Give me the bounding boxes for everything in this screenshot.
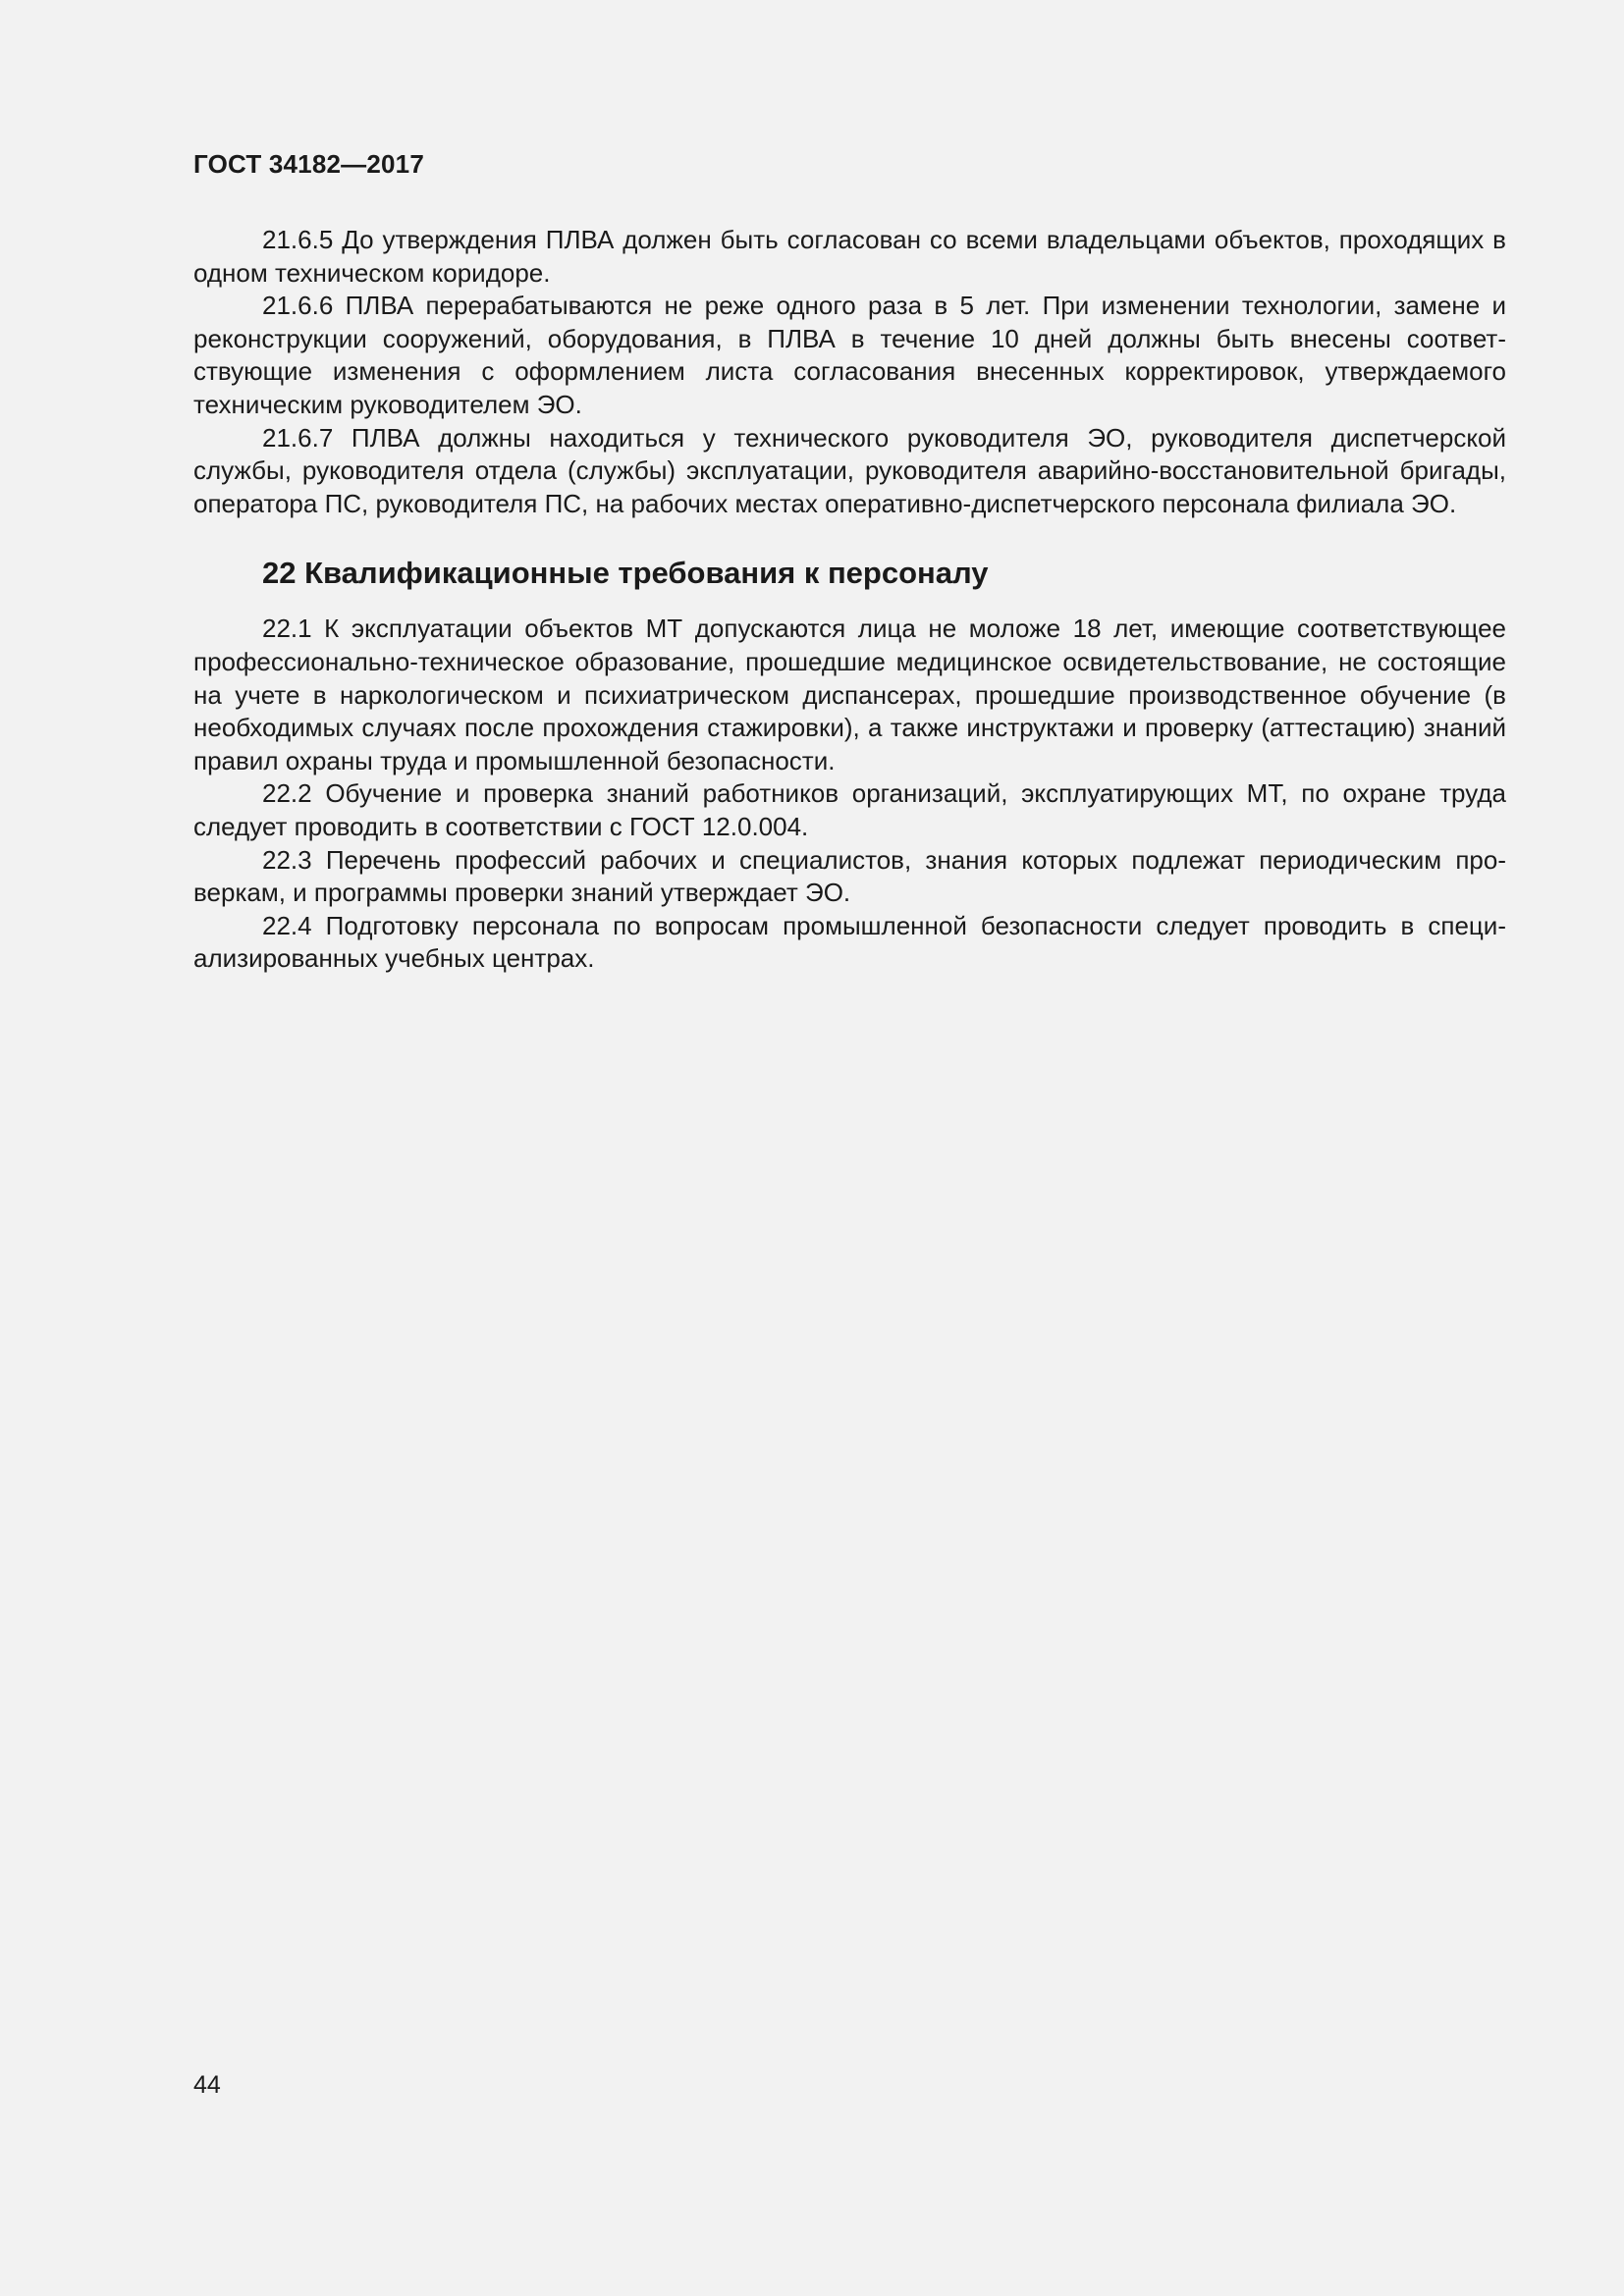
document-body	[193, 224, 1506, 976]
paragraph-21-6-5: 21.6.5 До утверждения ПЛВА должен быть согласован со всеми владельцами объектов, проходящих в одном техническом коридоре.	[193, 225, 1506, 288]
paragraph-22-2: 22.2 Обучение и проверка знаний работников организаций, эксплуатирующих МТ, по охране труда следует проводить в соответствии с ГОСТ 12.0.004.	[193, 778, 1506, 841]
paragraph-21-6-6: 21.6.6 ПЛВА перерабатываются не реже одного раза в 5 лет. При изменении технологии, замене и реконструкции сооружений, оборудования, в ПЛВА в течение 10 дней должны быть внесены соответствующие изменения с оформлением листа согласования внесенных корректировок, утверждаемого техническим руководителем ЭО.	[193, 291, 1506, 419]
page-number: 44	[193, 2071, 221, 2099]
paragraph-21-6-7: 21.6.7 ПЛВА должны находиться у технического руководителя ЭО, руководителя диспетчерской службы, руководителя отдела (службы) эксплуатации, руководителя аварийно-восстановительной бригады, оператора ПС, руководителя ПС, на рабочих местах оперативно-диспетчерского персонала филиала ЭО.	[193, 422, 1506, 518]
document-code-header: ГОСТ 34182—2017	[193, 149, 424, 179]
paragraph-22-4: 22.4 Подготовку персонала по вопросам промышленной безопасности следует проводить в специализированных учебных центрах.	[193, 910, 1506, 974]
paragraph-22-1: 22.1 К эксплуатации объектов МТ допускаются лица не моложе 18 лет, имеющие соответствующее профессионально-техническое образование, прошедшие медицинское освидетельствование, не состоящие на учете в наркологическом и психиатрическом диспансерах, прошедшие производственное обучение (в необходимых случаях после прохождения стажировки), а также инструктажи и проверку (аттестацию) знаний правил охраны труда и промышленной безопасности.	[193, 614, 1506, 775]
paragraph-22-3: 22.3 Перечень профессий рабочих и специалистов, знания которых подлежат периодическим проверкам, и программы проверки знаний утверждает ЭО.	[193, 844, 1506, 908]
section-title: 22 Квалификационные требования к персоналу	[262, 556, 989, 591]
